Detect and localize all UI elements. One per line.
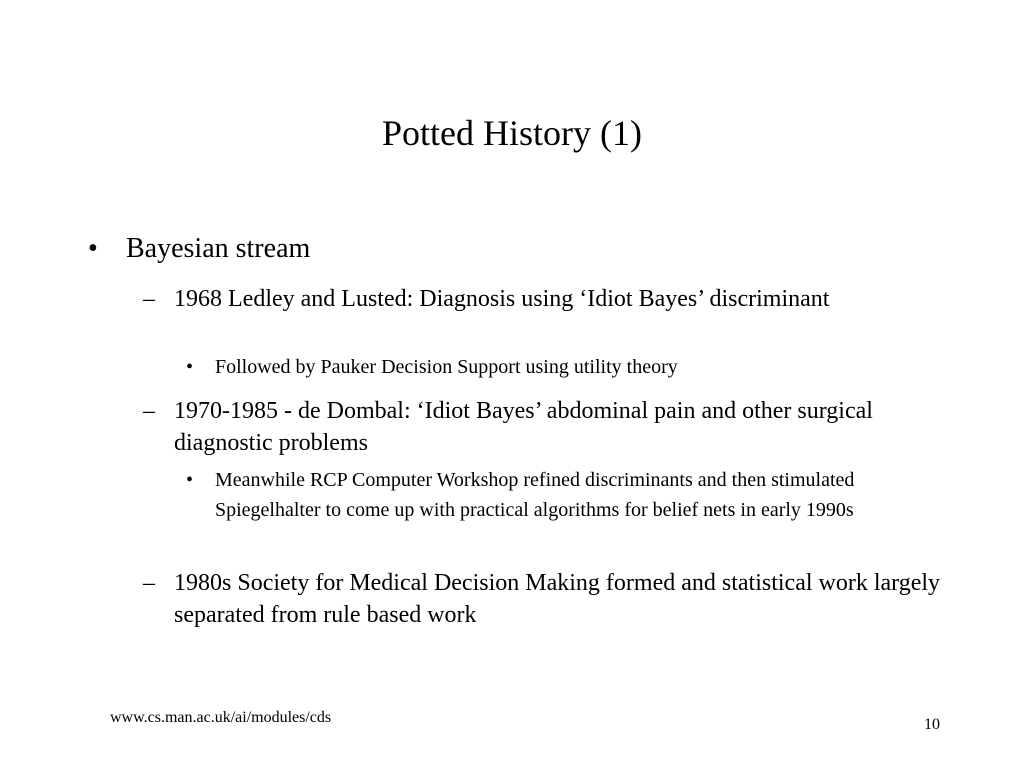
dash-marker: – <box>143 570 155 596</box>
bullet-marker: • <box>88 233 98 264</box>
subsubitem-text: Followed by Pauker Decision Support using utility theory <box>215 356 678 378</box>
page-number: 10 <box>924 716 940 733</box>
subitem-text: 1980s Society for Medical Decision Making formed and statistical work largely separated from rule based work <box>174 570 941 628</box>
footer-url: www.cs.man.ac.uk/ai/modules/cds <box>110 709 332 726</box>
bullet-marker: • <box>186 356 194 378</box>
bullet-text: Bayesian stream <box>126 233 311 264</box>
subitem-text: 1968 Ledley and Lusted: Diagnosis using ‘Idiot Bayes’ discriminant <box>174 286 830 312</box>
bullet-marker: • <box>186 469 194 491</box>
dash-marker: – <box>143 286 155 312</box>
slide-title: Potted History (1) <box>382 113 642 153</box>
dash-marker: – <box>143 398 155 424</box>
subitem-text: 1970-1985 - de Dombal: ‘Idiot Bayes’ abdominal pain and other surgical diagnostic problems <box>174 398 873 456</box>
subsubitem-text: Meanwhile RCP Computer Workshop refined discriminants and then stimulated Spiegelhalter to come up with practical algorithms for belief nets in early 1990s <box>215 469 855 521</box>
